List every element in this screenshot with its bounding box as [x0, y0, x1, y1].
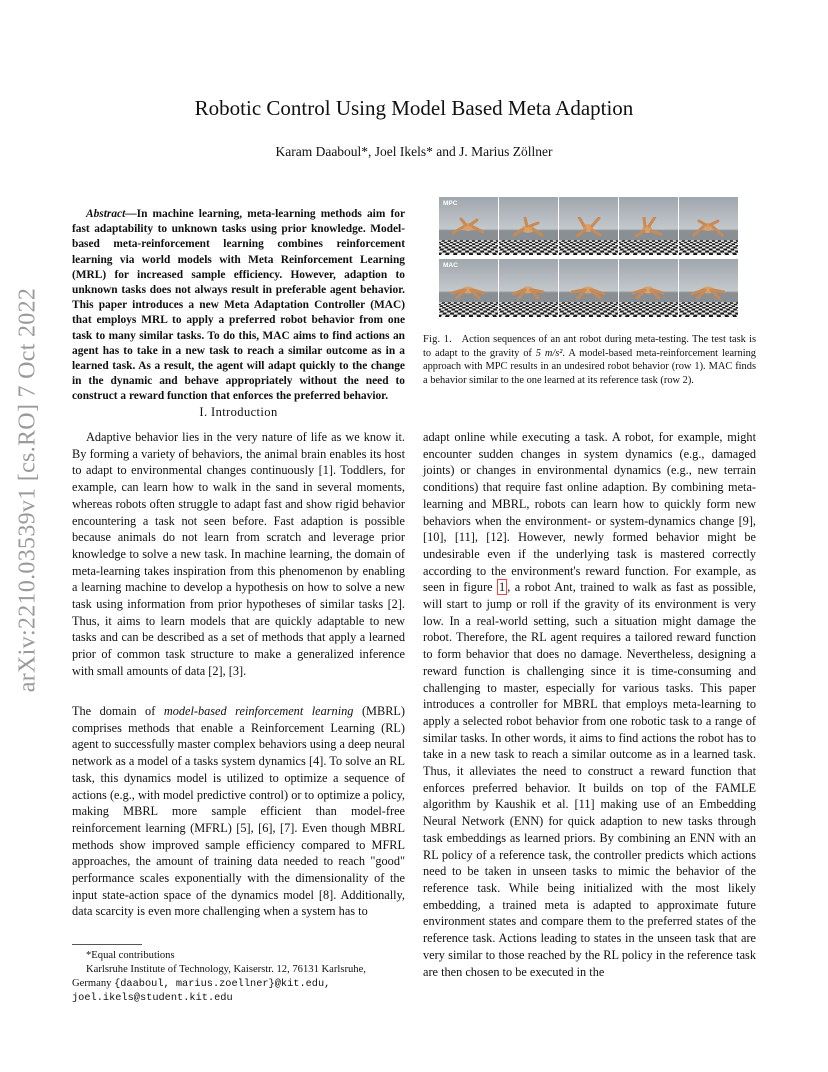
paper-authors: Karam Daaboul*, Joel Ikels* and J. Marius Zöllner [275, 144, 553, 159]
footnote-equal: *Equal contributions [86, 950, 175, 961]
figure-frame [559, 259, 618, 317]
abstract-dash: — [125, 208, 137, 220]
figure-1 [439, 195, 739, 319]
abstract-text: In machine learning, meta-learning methods aim for fast adaptability to unknown tasks using prior knowledge. Model-based meta-reinforcement learning combines reinforcement learning via world models with Meta Reinforcement Learning (MRL) for increased sample efficiency. However, adaption to unknown tasks does not always result in preferable agent behavior. This paper introduces a new Meta Adaptation Controller (MAC) that employs MRL to apply a preferred robot behavior from one task to many similar tasks. To do this, MAC aims to find actions an agent has to take in a new task to reach a similar outcome as in a learned task. As a result, the agent will adapt quickly to the change in the dynamic and behave appropriately without the need to construct a reward function that enforces the preferred behavior. [72, 208, 405, 403]
caption-label: Fig. 1. [423, 334, 452, 345]
figure-row-mac [439, 259, 739, 317]
footnote-rule [72, 944, 142, 945]
abstract [72, 207, 405, 405]
figure-1-caption [423, 333, 756, 387]
intro-paragraph-2 [72, 703, 405, 920]
footnote-affil-text: Karlsruhe Institute of Technology, Kaiserstr. 12, 76131 Karlsruhe, Germany [72, 964, 366, 989]
abstract-label: Abstract [86, 208, 126, 220]
arxiv-sidebar [3, 287, 53, 693]
figure-row-mpc [439, 197, 739, 255]
intro-paragraph-1-text: Adaptive behavior lies in the very nature of life as we know it. By forming a variety of behaviors, the animal brain enables its host to adapt to environmental changes continuously [1]. Toddlers, for example, can learn how to walk in the sand in several moments, whereas robots often struggle to adapt fast and show rigid behavior encountering a task not seen before. Fast adaption is possible because animals do not learn from scratch and leverage prior knowledge to solve a new task. In machine learning, the domain of meta-learning takes inspiration from this phenomenon by enabling a learning machine to develop a hypothesis on how to solve a new task using information from prior hypotheses of similar tasks [2]. Thus, it aims to learn models that are quickly adaptable to new tasks and can be described as a set of methods that apply a learned prior of common task structure to make a generalized inference with small amounts of data [2], [3]. [72, 430, 405, 678]
figure-frame [499, 197, 558, 255]
figure-frame [619, 197, 678, 255]
figure-1-reference-link[interactable]: 1 [499, 580, 506, 595]
footnote-emails-2[interactable]: joel.ikels@student.kit.edu [72, 992, 233, 1004]
paper-title: Robotic Control Using Model Based Meta Adaption [194, 96, 634, 120]
figure-frame [619, 259, 678, 317]
footnote [72, 944, 405, 1005]
figure-frame [679, 197, 738, 255]
footnote-emails-1[interactable]: {daaboul, marius.zoellner}@kit.edu, [114, 978, 331, 990]
caption-math: 5 m/s² [535, 347, 563, 359]
figure-frame [499, 259, 558, 317]
p3-text-before: adapt online while executing a task. A robot, for example, might encounter sudden changes in system dynamics (e.g., damaged joints) or changes in environmental dynamics (e.g., new terrain conditions) that require fast online adaption. By combining meta-learning and MBRL, robots can learn how to quickly form new behaviors when the environment- or system-dynamics change [9], [10], [11], [12]. However, newly formed behavior might be undesirable even if the underlying task is mastered correctly according to the environment's reward function. For example, as seen in figure [423, 430, 756, 595]
p2-italic: model-based reinforcement learning [163, 704, 354, 718]
p2-text-after: (MBRL) comprises methods that enable a Reinforcement Learning (RL) agent to successfully master complex behaviors using a deep neural network as a model of a tasks system dynamics [4]. To solve an RL task, this dynamics model is utilized to optimize a sequence of actions (e.g., with model predictive control) or to optimize a policy, making MBRL more sample efficient than model-free reinforcement learning (MFRL) [5], [6], [7]. Even though MBRL methods show improved sample efficiency compared to MFRL approaches, the amount of training data needed to reach "good" performance scales exponentially with the dimensionality of the input state-action space of the dynamics model [8]. Additionally, data scarcity is even more challenging when a system has to [72, 704, 405, 919]
intro-paragraph-1 [72, 429, 405, 680]
figure-frame [559, 197, 618, 255]
section-heading-introduction: I. Introduction [199, 405, 278, 419]
caption-part-1: Action sequences of an ant robot during meta-testing. The test task is to adapt to the gravity of [423, 334, 757, 359]
intro-paragraph-3 [423, 429, 756, 980]
arxiv-id: arXiv:2210.03539v1 [cs.RO] 7 Oct 2022 [14, 287, 41, 693]
p3-text-after: , a robot Ant, trained to walk as fast as possible, will start to jump or roll if the gravity of its environment is very low. In a real-world setting, such a situation might damage the robot. Therefore, the RL agent requires a tailored reward function to form behavior that does no damage. Nevertheless, designing a reward function is challenging since it is time-consuming and challenging to master, especially for various tasks. This paper introduces a controller for MBRL that employs meta-learning to apply a selected robot behavior from one robotic task to a range of similar tasks. In other words, it aims to find actions the robot has to take in a new task to reach a similar outcome as in a learned task. Thus, it alleviates the need to construct a reward function that enforces preferred behavior. It builds on top of the FAMLE algorithm by Kaushik et al. [11] making use of an Embedding Neural Network (ENN) for quick adaption to new tasks through task embeddings as learned priors. By combining an ENN with an RL policy of a reference task, the controller predicts which actions need to be taken in unseen tasks to mimic the behavior of the reference task. While being initialized with the most likely embedding, a trained meta is adapted to approximate future environment states and compare them to the preferred states of the reference task. Actions leading to states in the unseen task that are very similar to those reached by the RL policy in the reference task are then chosen to be executed in the [423, 580, 756, 979]
row-label-mpc: MPC [443, 200, 458, 207]
figure-frame [679, 259, 738, 317]
p2-text-before: The domain of [72, 704, 164, 718]
caption-part-2: . A model-based meta-reinforcement learning approach with MPC results in an undesired robot behavior (row 1). MAC finds a behavior similar to the one learned at its reference task (row 2). [423, 347, 756, 386]
footnote-affiliation [72, 963, 405, 991]
row-label-mac: MAC [443, 262, 458, 269]
